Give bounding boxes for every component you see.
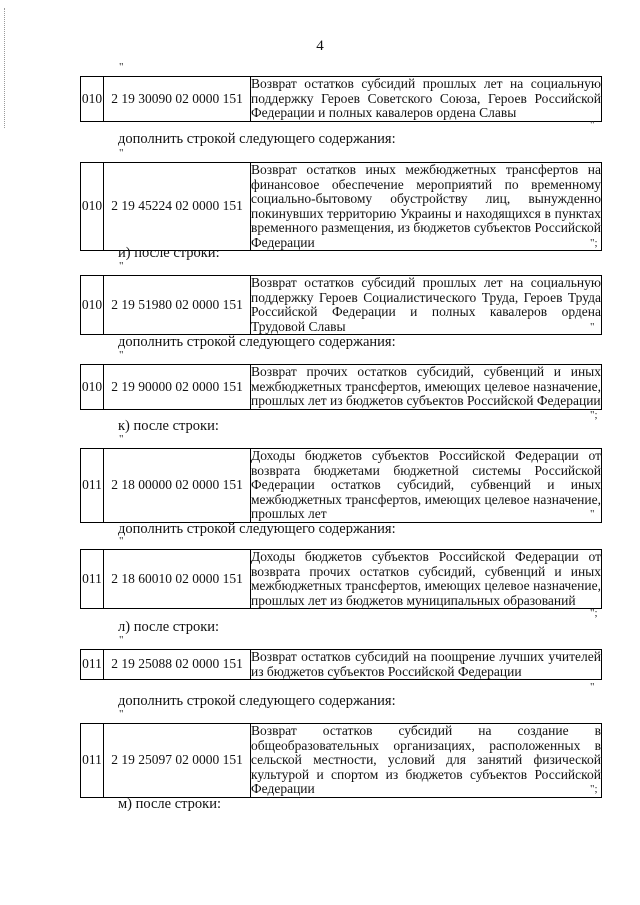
open-quote: " xyxy=(119,147,124,159)
row-description: Возврат остатков субсидий прошлых лет на социальную поддержку Героев Советского Союза, Героев Российской Федерации и полных кавалеров ордена Славы xyxy=(251,76,601,120)
table-row xyxy=(80,76,602,122)
table-row xyxy=(80,275,602,335)
instruction-l: л) после строки: xyxy=(118,619,220,635)
open-quote: " xyxy=(119,634,124,646)
budget-code: 2 19 45224 02 0000 151 xyxy=(104,163,251,251)
open-quote: " xyxy=(119,349,124,361)
row-description: Доходы бюджетов субъектов Российской Федерации от возврата прочих остатков субсидий, субвенций и иных межбюджетных трансфертов, имеющих целевое назначение, прошлых лет из бюджетов муниципальных образований xyxy=(251,549,601,608)
open-quote: " xyxy=(119,535,124,547)
budget-code: 2 18 60010 02 0000 151 xyxy=(104,550,251,609)
close-quote: " xyxy=(590,321,595,333)
row-description: Возврат остатков иных межбюджетных трансфертов на финансовое обеспечение мероприятий по временному социально-бытовому обустройству лиц, вынужденно покинувших территорию Украины и находящихся в пунктах временного размещения, из бюджетов субъектов Российской Федерации xyxy=(251,162,601,250)
table-row xyxy=(80,364,602,410)
table-row xyxy=(80,549,602,609)
open-quote: " xyxy=(119,260,124,272)
budget-code: 2 18 00000 02 0000 151 xyxy=(104,449,251,523)
open-quote: " xyxy=(119,61,124,73)
admin-code: 010 xyxy=(81,276,104,335)
close-quote: " xyxy=(590,119,595,131)
admin-code: 011 xyxy=(81,449,104,523)
table-row xyxy=(80,649,602,680)
open-quote: " xyxy=(119,708,124,720)
page-number: 4 xyxy=(316,38,324,54)
admin-code: 011 xyxy=(81,650,104,680)
budget-code: 2 19 25088 02 0000 151 xyxy=(104,650,251,680)
instruction-k: к) после строки: xyxy=(118,418,219,434)
instruction-m: м) после строки: xyxy=(118,796,222,812)
close-quote: "; xyxy=(590,409,598,421)
table-row xyxy=(80,448,602,523)
admin-code: 010 xyxy=(81,365,104,410)
instruction-i: и) после строки: xyxy=(118,245,220,261)
budget-code: 2 19 25097 02 0000 151 xyxy=(104,724,251,798)
table-row xyxy=(80,723,602,798)
budget-code: 2 19 90000 02 0000 151 xyxy=(104,365,251,410)
budget-code: 2 19 51980 02 0000 151 xyxy=(104,276,251,335)
row-description: Возврат остатков субсидий на создание в общеобразовательных организациях, расположенных в сельской местности, условий для занятий физической культурой и спортом из бюджетов субъектов Российской Федерации xyxy=(251,723,601,796)
row-description: Возврат остатков субсидий на поощрение лучших учителей из бюджетов субъектов Российской Федерации xyxy=(251,649,601,679)
table-row xyxy=(80,162,602,251)
admin-code: 010 xyxy=(81,163,104,251)
budget-code: 2 19 30090 02 0000 151 xyxy=(104,77,251,122)
row-description: Доходы бюджетов субъектов Российской Федерации от возврата бюджетами бюджетной системы Российской Федерации остатков субсидий, субвенций и иных межбюджетных трансфертов, имеющих целевое назначение, прошлых лет xyxy=(251,448,601,521)
instruction-supplement: дополнить строкой следующего содержания: xyxy=(118,521,396,537)
open-quote: " xyxy=(119,433,124,445)
margin-marks xyxy=(4,8,8,128)
row-description: Возврат прочих остатков субсидий, субвенций и иных межбюджетных трансфертов, имеющих целевое назначение, прошлых лет из бюджетов субъектов Российской Федерации xyxy=(251,364,601,408)
close-quote: " xyxy=(590,681,595,693)
close-quote: "; xyxy=(590,607,598,619)
close-quote: "; xyxy=(590,783,598,795)
close-quote: "; xyxy=(590,237,598,249)
admin-code: 011 xyxy=(81,724,104,798)
instruction-supplement: дополнить строкой следующего содержания: xyxy=(118,131,396,147)
instruction-supplement: дополнить строкой следующего содержания: xyxy=(118,334,396,350)
instruction-supplement: дополнить строкой следующего содержания: xyxy=(118,693,396,709)
row-description: Возврат остатков субсидий прошлых лет на социальную поддержку Героев Социалистического Труда, Героев Труда Российской Федерации и полных кавалеров ордена Трудовой Славы xyxy=(251,275,601,334)
admin-code: 011 xyxy=(81,550,104,609)
close-quote: " xyxy=(590,508,595,520)
admin-code: 010 xyxy=(81,77,104,122)
